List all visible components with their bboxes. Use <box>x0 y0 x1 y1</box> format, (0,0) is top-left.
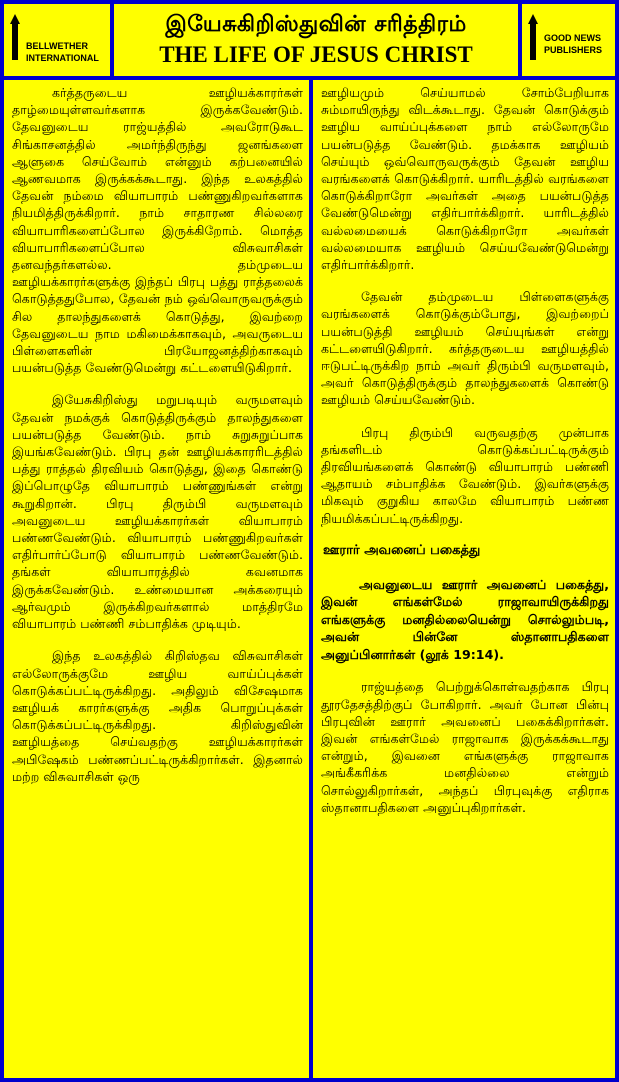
right-paragraph-1: ஊழியமும் செய்யாமல் சோம்பேறியாக சும்மாயிருந்து விடக்கூடாது. தேவன் கொடுக்கும் ஊழிய வாய்ப்புக்களை நாம் எல்லோருமே பயன்படுத்த வேண்டும். தமக்காக ஊழியம் செய்யும் ஒவ்வொருவருக்கும் தேவன் ஊழிய வரங்களைக் கொடுக்கிறார். யாரிடத்தில் வரங்களை கொடுக்கிறாரோ அவர்கள் அதை பயன்படுத்த வேண்டுமென்று எதிர்பார்க்கிறார். யாரிடத்தில் வல்லமையைக் கொடுக்கிறாரோ அவர்கள் வல்லமையாக ஊழியம் செய்யவேண்டுமென்று எதிர்பார்க்கிறார். <box>321 85 609 273</box>
title-tamil: இயேசுகிறிஸ்துவின் சரித்திரம் <box>165 12 467 37</box>
logo-right-line1: GOOD NEWS <box>544 33 602 43</box>
logo-left-line2: INTERNATIONAL <box>26 53 99 63</box>
tower-icon <box>10 14 20 60</box>
good-news-logo-text <box>544 32 602 56</box>
left-paragraph-2: இயேசுகிறிஸ்து மறுபடியும் வருமளவும் தேவன் நமக்குக் கொடுத்திருக்கும் தாலந்துகளை பயன்படுத்த வேண்டும். நாம் சுறுசுறுப்பாக இயங்கவேண்டும். பிரபு தன் ஊழியக்காரரிடத்தில் பத்து ராத்தல் திரவியம் கொடுத்து, இதை கொண்டு இப்பொழுதே வியாபாரம் பண்ணுங்கள் என்று கூறுகிறான். பிரபு திரும்பி வருமளவும் அவனுடைய ஊழியக்காரர்கள் வியாபாரம் பண்ணவேண்டும். வியாபாரம் பண்ணுகிறவர்கள் எதிர்பார்ப்போடு வியாபாரம் பண்ணவேண்டும். தங்கள் வியாபாரத்தில் கவனமாக இருக்கவேண்டும். உண்மையான அக்கரையும் ஆர்வமும் இருக்கிறவர்களால் மாத்திரமே வியாபாரம் பண்ணி சம்பாதிக்க முடியும். <box>12 392 303 632</box>
good-news-logo <box>522 4 615 76</box>
title-english: THE LIFE OF JESUS CHRIST <box>159 42 473 67</box>
logo-left-line1: BELLWETHER <box>26 41 88 51</box>
title-box <box>114 4 518 76</box>
bellwether-logo <box>4 4 110 76</box>
logo-right-line2: PUBLISHERS <box>544 45 603 55</box>
bellwether-logo-text <box>26 40 99 64</box>
left-paragraph-3: இந்த உலகத்தில் கிறிஸ்தவ விசுவாசிகள் எல்லோருக்குமே ஊழிய வாய்ப்புக்கள் கொடுக்கப்பட்டிருக்கிறது. அதிலும் விசேஷமாக ஊழியக் காரர்களுக்கு அதிக பொறுப்புக்கள் கொடுக்கப்பட்டிருக்கிறது. கிறிஸ்துவின் ஊழியத்தை செய்வதற்கு ஊழியக்காரர்கள் அபிஷேகம் பண்ணப்பட்டிருக்கிறார்கள். இதனால் மற்ற விசுவாசிகள் ஒரு <box>12 648 303 784</box>
scripture-quote: அவனுடைய ஊரார் அவனைப் பகைத்து, இவன் எங்கள்மேல் ராஜாவாயிருக்கிறது எங்களுக்கு மனதில்லையென்று சொல்லும்படி, அவன் பின்னே ஸ்தானாபதிகளை அனுப்பினார்கள் (லூக் 19:14). <box>321 576 609 662</box>
section-heading: ஊரார் அவனைப் பகைத்து <box>323 542 481 558</box>
right-column <box>313 80 615 1078</box>
right-paragraph-4: ராஜ்யத்தை பெற்றுக்கொள்வதற்காக பிரபு தூரதேசத்திற்குப் போகிறார். அவர் போன பின்பு பிரபுவின் ஊரார் அவனைப் பகைக்கிறார்கள். இவன் எங்கள்மேல் ராஜாவாக இருக்கக்கூடாது என்றும், இவனை எங்களுக்கு ராஜாவாக அங்கீகரிக்க மனதில்லை என்றும் சொல்லுகிறார்கள், அந்தப் பிரபுவுக்கு எதிராக ஸ்தானாபதிகளை அனுப்புகிறார்கள். <box>321 679 609 815</box>
right-paragraph-2: தேவன் தம்முடைய பிள்ளைகளுக்கு வரங்களைக் கொடுக்கும்போது, இவற்றைப் பயன்படுத்தி ஊழியம் செய்யுங்கள் என்று கட்டளையிடுகிறார். கர்த்தருடைய ஊழியத்தில் ஈடுபட்டிருக்கிற நாம் அவர் திரும்பி வருமளவும், அவர் கொடுத்திருக்கும் தாலந்துகளைக் கொண்டு ஊழியம் செய்யவேண்டும். <box>321 289 609 408</box>
right-paragraph-3: பிரபு திரும்பி வருவதற்கு முன்பாக தங்களிடம் கொடுக்கப்பட்டிருக்கும் திரவியங்களைக் கொண்டு வியாபாரம் பண்ணி ஆதாயம் சம்பாதிக்க வேண்டும். இவர்களுக்கு மிகவும் குறுகிய காலமே வியாபாரம் பண்ண நியமிக்கப்பட்டிருக்கிறது. <box>321 424 609 526</box>
left-paragraph-1: கர்த்தருடைய ஊழியக்காரர்கள் தாழ்மையுள்ளவர்களாக இருக்கவேண்டும். தேவனுடைய ராஜ்யத்தில் அவரோடுகூட சிங்காசனத்தில் அமர்ந்திருந்து ஜனங்களை ஆளுகை செய்வோம் என்னும் கற்பனையில் ஆணவமாக இருக்கக்கூடாது. இந்த உலகத்தில் தேவன் நம்மை வியாபாரம் பண்ணுகிறவர்களாக நியமித்திருக்கிறார். நாம் சாதாரண சில்லரை வியாபாரிகளைப்போல இருக்கிறோம். மொத்த வியாபாரிகளைப்போல விசுவாசிகள் தனவந்தர்களல்ல. தம்முடைய ஊழியக்காரர்களுக்கு இந்தப் பிரபு பத்து ராத்தலைக் கொடுத்ததுபோல, தேவன் நம் ஒவ்வொருவருக்கும் சில தாலந்துகளைக் கொடுத்து, இவற்றை தேவனுடைய நாம மகிமைக்காகவும், அவருடைய பிள்ளைகளின் பிரயோஜனத்திற்காகவும் பயன்படுத்த வேண்டுமென்று கட்டளையிடுகிறார். <box>12 85 303 376</box>
tower-icon <box>528 14 538 60</box>
left-column <box>4 80 309 1078</box>
